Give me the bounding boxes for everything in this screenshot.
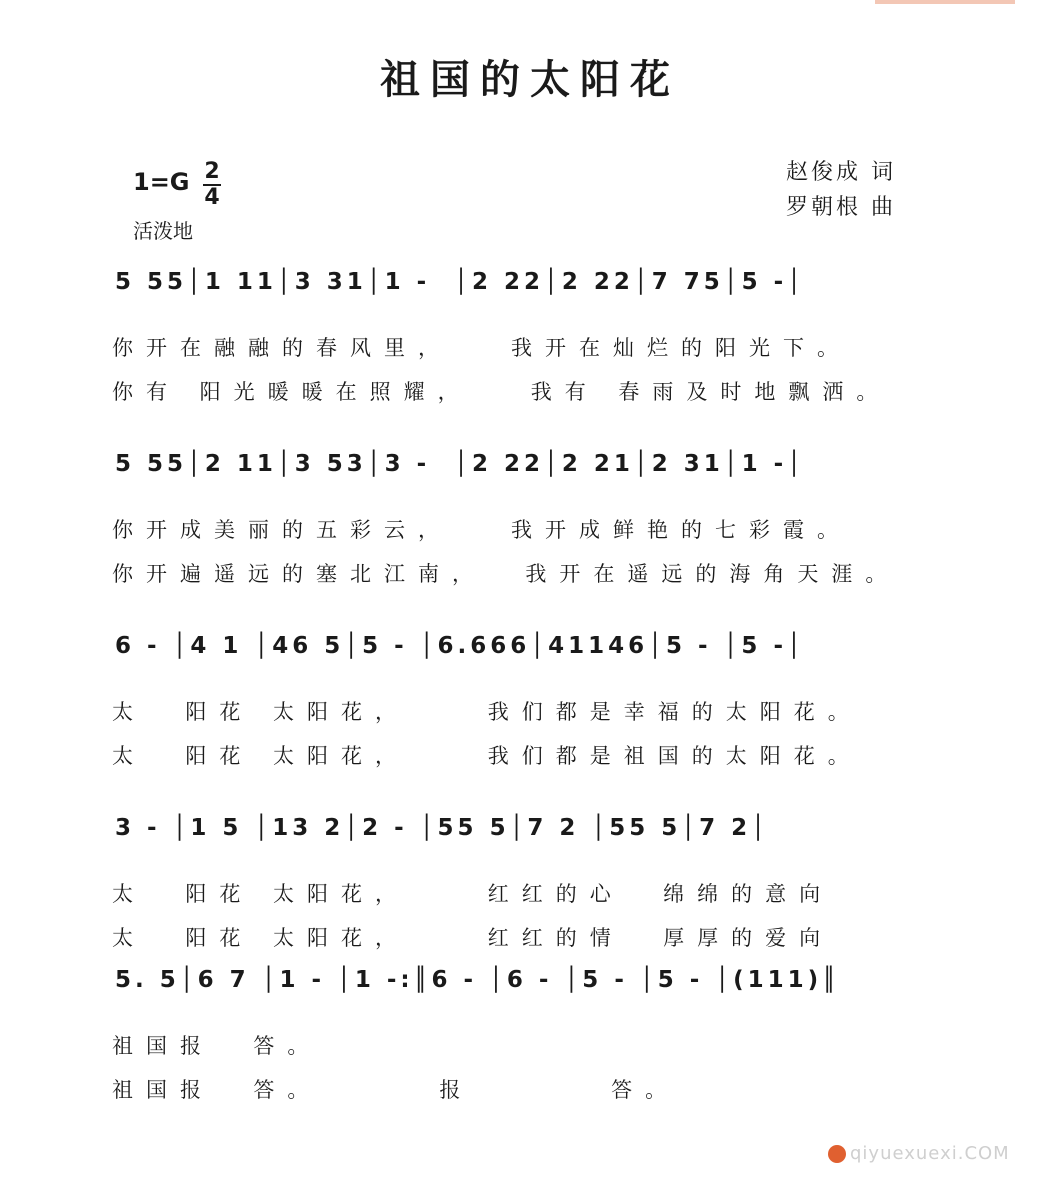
tempo-marking: 活泼地 <box>133 219 193 243</box>
lyricist-credit: 赵俊成 词 <box>786 160 896 185</box>
score-system-5 <box>0 950 1060 1130</box>
lyrics-verse-2: 你有 阳光暖暖在照耀， 我有 春雨及时地飘洒。 <box>112 380 891 404</box>
lyrics-verse-2: 太 阳花 太阳花， 我们都是祖国的太阳花。 <box>112 744 862 768</box>
meter-numerator: 2 <box>204 159 220 184</box>
lyrics-verse-2: 太 阳花 太阳花， 红红的情 厚厚的爱向 <box>112 926 834 950</box>
lyrics-verse-1: 你开在融融的春风里， 我开在灿烂的阳光下。 <box>112 336 852 360</box>
lyrics-verse-1: 你开成美丽的五彩云， 我开成鲜艳的七彩霞。 <box>112 518 852 542</box>
notation-line: 5. 5│6 7 │1 - │1 -:║6 - │6 - │5 - │5 - │(111)║ <box>115 967 841 993</box>
score-system-2 <box>0 434 1060 614</box>
notation-line: 5 55│2 11│3 53│3 - │2 22│2 21│2 31│1 -│ <box>115 451 806 477</box>
lyrics-verse-1: 太 阳花 太阳花， 我们都是幸福的太阳花。 <box>112 700 862 724</box>
notation-line: 5 55│1 11│3 31│1 - │2 22│2 22│7 75│5 -│ <box>115 269 806 295</box>
top-edge-strip <box>875 0 1015 4</box>
site-watermark <box>828 1143 1010 1164</box>
song-title: 祖国的太阳花 <box>380 56 680 103</box>
lyrics-verse-1: 太 阳花 太阳花， 红红的心 绵绵的意向 <box>112 882 834 906</box>
notation-line: 6 - │4 1 │46 5│5 - │6.666│41146│5 - │5 -│ <box>115 633 805 659</box>
score-system-1 <box>0 252 1060 432</box>
meter-denominator: 4 <box>204 185 220 210</box>
time-signature <box>203 160 221 210</box>
lyrics-verse-2: 祖国报 答。 报 答。 <box>112 1078 680 1102</box>
watermark-logo-icon <box>828 1145 846 1163</box>
notation-line: 3 - │1 5 │13 2│2 - │55 5│7 2 │55 5│7 2│ <box>115 815 770 841</box>
watermark-text: qiyuexuexi.COM <box>850 1143 1010 1164</box>
key-signature: 1=G <box>133 168 190 196</box>
lyrics-verse-2: 你开遍遥远的塞北江南， 我开在遥远的海角天涯。 <box>112 562 900 586</box>
composer-credit: 罗朝根 曲 <box>786 195 896 220</box>
lyrics-verse-1: 祖国报 答。 <box>112 1034 322 1058</box>
score-system-3 <box>0 616 1060 796</box>
